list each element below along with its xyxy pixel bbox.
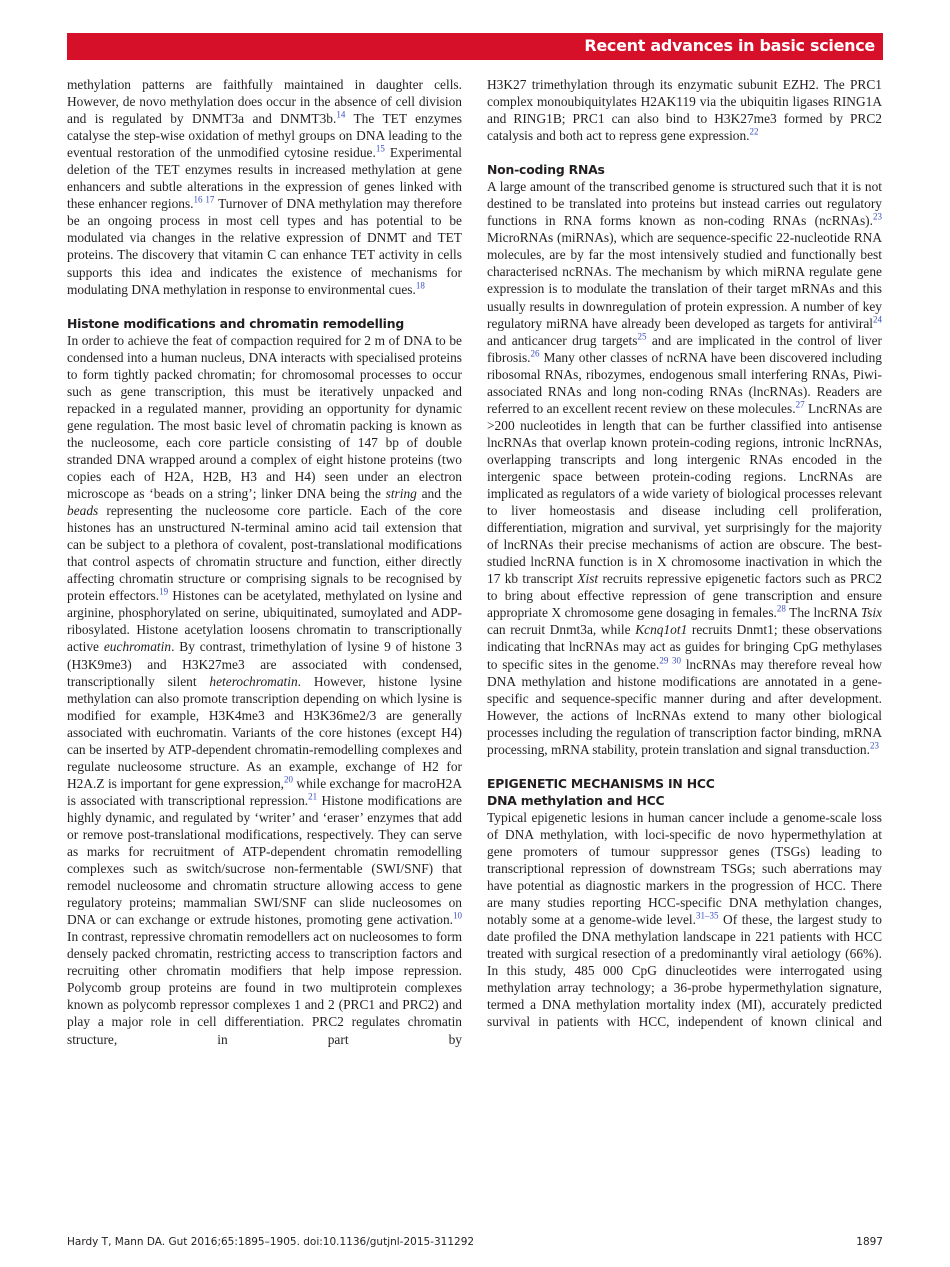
section-heading: EPIGENETIC MECHANISMS IN HCC xyxy=(487,775,715,791)
text-run: Many other classes of ncRNA have been discovered including ribosomal RNAs, ribozymes, endogenous small interfering RNAs, Piwi-associated RNAs and long non-coding RNAs (lncRNAs). Readers are referred to an excellent recent review on these molecules. xyxy=(487,349,882,416)
text-run: recruits repressive epigenetic factors such as PRC2 to bring about effective repression of gene transcription and ensure appropriate X chromosome gene dosaging in females. xyxy=(487,571,882,621)
reference-link[interactable]: 24 xyxy=(873,314,882,325)
reference-link[interactable]: 20 xyxy=(284,774,294,785)
reference-link[interactable]: 29 30 xyxy=(659,655,682,666)
text-run: while exchange for macroH2A is associated with transcriptional repression. xyxy=(67,775,462,808)
paragraph xyxy=(487,809,882,1031)
page-number: 1897 xyxy=(856,1236,883,1248)
reference-link[interactable]: 23 xyxy=(873,211,882,222)
text-run: Of these, the largest study to date profiled the DNA methylation landscape in 221 patients with HCC treated with surgical resection of a predominantly viral aetiology (66%). In this study, 485 000 CpG dinucleotides were interrogated using methylation array technology; a 36-probe hypermethylation signature, termed a DNA methylation mortality index (MI), accurately predicted survival in patients with HCC, independent of known clinical and xyxy=(487,912,882,1030)
section-heading: Non-coding RNAs xyxy=(487,162,605,178)
reference-link[interactable]: 14 xyxy=(336,109,346,120)
text-run: Typical epigenetic lesions in human cancer include a genome-scale loss of DNA methylation, with loci-specific de novo hypermethylation at gene promoters of tumour suppressor genes (TSGs) leading to transcriptional repression of downstream TSGs; such aberrations may have potential as diagnostic markers in the progression of HCC. There are many studies reporting HCC-specific DNA methylation changes, notably some at a genome-wide level. xyxy=(487,809,882,928)
italic-term: beads xyxy=(67,503,99,519)
reference-link[interactable]: 26 xyxy=(530,348,540,359)
section-heading: DNA methylation and HCC xyxy=(487,792,665,808)
text-run: The TET enzymes catalyse the step-wise oxidation of methyl groups on DNA leading to the eventual restoration of the unmodified cytosine residue. xyxy=(67,111,462,161)
italic-term: string xyxy=(385,486,417,502)
section-banner xyxy=(67,33,883,60)
reference-link[interactable]: 27 xyxy=(795,399,805,410)
text-run: recruits Dnmt1; these observations indicating that lncRNAs may act as guides for bringing CpG methylases to specific sites in the genome. xyxy=(487,622,882,672)
reference-link[interactable]: 23 xyxy=(869,740,879,751)
paragraph xyxy=(67,76,462,298)
text-run: Histones can be acetylated, methylated on lysine and arginine, phosphorylated on serine, ubiquitinated, sumoylated and ADP-ribosylated. Histone acetylation loosens chromatin to transcriptionally active xyxy=(67,588,462,655)
text-run: and anticancer drug targets xyxy=(487,332,638,348)
paragraph xyxy=(487,76,882,144)
text-run: methylation patterns are faithfully maintained in daughter cells. However, de novo methylation does occur in the absence of cell division and is regulated by DNMT3a and DNMT3b. xyxy=(67,77,462,127)
reference-link[interactable]: 25 xyxy=(637,331,647,342)
reference-link[interactable]: 22 xyxy=(749,126,759,137)
text-run: H3K27 trimethylation through its enzymatic subunit EZH2. The PRC1 complex monoubiquitylates H2AK119 via the ubiquitin ligases RING1A and RING1B; PRC1 can also bind to H3K27me3 formed by PRC2 catalysis and both act to repress gene expression. xyxy=(487,77,882,144)
text-run: The lncRNA xyxy=(785,605,861,621)
left-column xyxy=(67,76,462,1048)
reference-link[interactable]: 18 xyxy=(415,280,425,291)
reference-link[interactable]: 21 xyxy=(308,791,318,802)
italic-term: euchromatin xyxy=(103,639,172,655)
text-run: Experimental deletion of the TET enzymes results in increased methylation at gene enhancers and subtle alterations in the expression of genes linked with these enhancer regions. xyxy=(67,145,462,212)
text-run: and the xyxy=(416,486,462,502)
reference-link[interactable]: 28 xyxy=(776,603,786,614)
text-run: . By contrast, trimethylation of lysine 9 of histone 3 (H3K9me3) and H3K27me3 are associated with condensed, transcriptionally silent xyxy=(67,639,462,689)
paragraph xyxy=(487,178,882,758)
text-run: . However, histone lysine methylation can also promote transcription depending on which lysine is modified for example, H3K4me3 and H3K36me2/3 are generally associated with euchromatin. Variants of the core histones (except H4) can be inserted by ATP-dependent chromatin-remodelling complexes and regulate nucleosome structure. As an example, exchange of H2 for H2A.Z is important for gene expression, xyxy=(67,673,462,791)
reference-link[interactable]: 31–35 xyxy=(696,910,719,921)
text-run: Turnover of DNA methylation may therefore be an ongoing process in most cell types and has potential to be modulated via changes in the relative expression of DNMT and TET proteins. The discovery that vitamin C can enhance TET activity in cells supports this idea and indicates the existence of mechanisms for modulating DNA methylation in response to environmental cues. xyxy=(67,196,462,297)
italic-term: Tsix xyxy=(860,605,882,621)
italic-term: Kcnq1ot1 xyxy=(635,622,688,638)
reference-link[interactable]: 15 xyxy=(375,143,385,154)
reference-link[interactable]: 10 xyxy=(453,910,462,921)
text-run: lncRNAs may therefore reveal how DNA methylation and histone modifications are annotated in a gene-specific and sequence-specific manner during and after development. However, the actions of lncRNAs extend to many other biological processes including the regulation of transcription factor binding, mRNA processing, mRNA stability, protein translation and signal transduction. xyxy=(487,656,882,757)
text-run: representing the nucleosome core particle. Each of the core histones has an unstructured N-terminal amino acid tail extension that can be subject to a plethora of covalent, post-translational modifications that control aspects of chromatin structure and function, either directly affecting chromatin structure or comprising signals to be recognised by protein effectors. xyxy=(67,503,462,604)
italic-term: heterochromatin xyxy=(209,673,298,689)
section-heading: Histone modifications and chromatin remodelling xyxy=(67,315,405,331)
text-run: Histone modifications are highly dynamic, and regulated by ‘writer’ and ‘eraser’ enzymes that add or remove post-translational modifications, respectively. They can serve as marks for recruitment of ATP-dependent chromatin remodelling complexes such as switch/sucrose non-fermentable (SWI/SNF) that remodel nucleosome and chromatin structure allowing access to gene regulatory proteins; mammalian SWI/SNF can slide nucleosomes on DNA or can exchange or extrude histones, promoting gene activation. xyxy=(67,792,462,928)
text-run: A large amount of the transcribed genome is structured such that it is not destined to be translated into proteins but instead carries out regulatory functions in RNA forms known as non-coding RNAs (ncRNAs). xyxy=(487,179,882,229)
right-column xyxy=(487,76,882,1030)
footer-citation: Hardy T, Mann DA. Gut 2016;65:1895–1905. doi:10.1136/gutjnl-2015-311292 xyxy=(67,1236,475,1248)
paragraph xyxy=(67,332,462,1048)
text-run: MicroRNAs (miRNAs), which are sequence-specific 22-nucleotide RNA molecules, are by far the most intensively studied and functionally best characterised ncRNAs. The mechanism by which miRNA regulate gene expression is to modulate the translation of their target mRNAs and this usually results in downregulation of protein expression. A number of key regulatory miRNA have already been developed as targets for antiviral xyxy=(487,230,882,331)
text-run: can recruit Dnmt3a, while xyxy=(487,622,636,638)
reference-link[interactable]: 16 17 xyxy=(193,194,215,205)
text-run: LncRNAs are >200 nucleotides in length that can be further classified into antisense lncRNAs that overlap known protein-coding regions, intronic lncRNAs, overlapping transcripts and long intergenic RNAs encoded in the intergenic space between protein-coding regions. LncRNAs are implicated as regulators of a wide variety of biological processes relevant to liver homeostasis and disease including cell proliferation, differentiation, migration and survival, yet surprisingly for the majority of lncRNAs their precise mechanisms of action are obscure. The best-studied lncRNA function is in X chromosome inactivation in which the 17 kb transcript xyxy=(487,400,883,587)
text-run: and are implicated in the control of liver fibrosis. xyxy=(487,332,882,365)
text-run: In order to achieve the feat of compaction required for 2 m of DNA to be condensed into a human nucleus, DNA interacts with specialised proteins to form tightly packed chromatin; for chromosomal processes to occur such as gene transcription, this must be iteratively unpacked and repacked in a regulated manner, providing an opportunity for dynamic gene regulation. The most basic level of chromatin packing is known as the nucleosome, each core particle consisting of 147 bp of double stranded DNA wrapped around a complex of eight histone proteins (two copies each of H2A, H2B, H3 and H4) seen under an electron microscope as ‘beads on a string’; linker DNA being the xyxy=(67,332,462,502)
section-title: Recent advances in basic science xyxy=(584,36,875,55)
reference-link[interactable]: 19 xyxy=(159,586,169,597)
italic-term: Xist xyxy=(577,571,599,587)
text-run: In contrast, repressive chromatin remodellers act on nucleosomes to form densely packed chromatin, restricting access to transcription factors and recruiting other chromatin modifiers that help impose repression. Polycomb group proteins are found in two multiprotein complexes known as polycomb repressor complexes 1 and 2 (PRC1 and PRC2) and play a major role in cell differentiation. PRC2 regulates chromatin structure, in part by xyxy=(67,929,462,1047)
